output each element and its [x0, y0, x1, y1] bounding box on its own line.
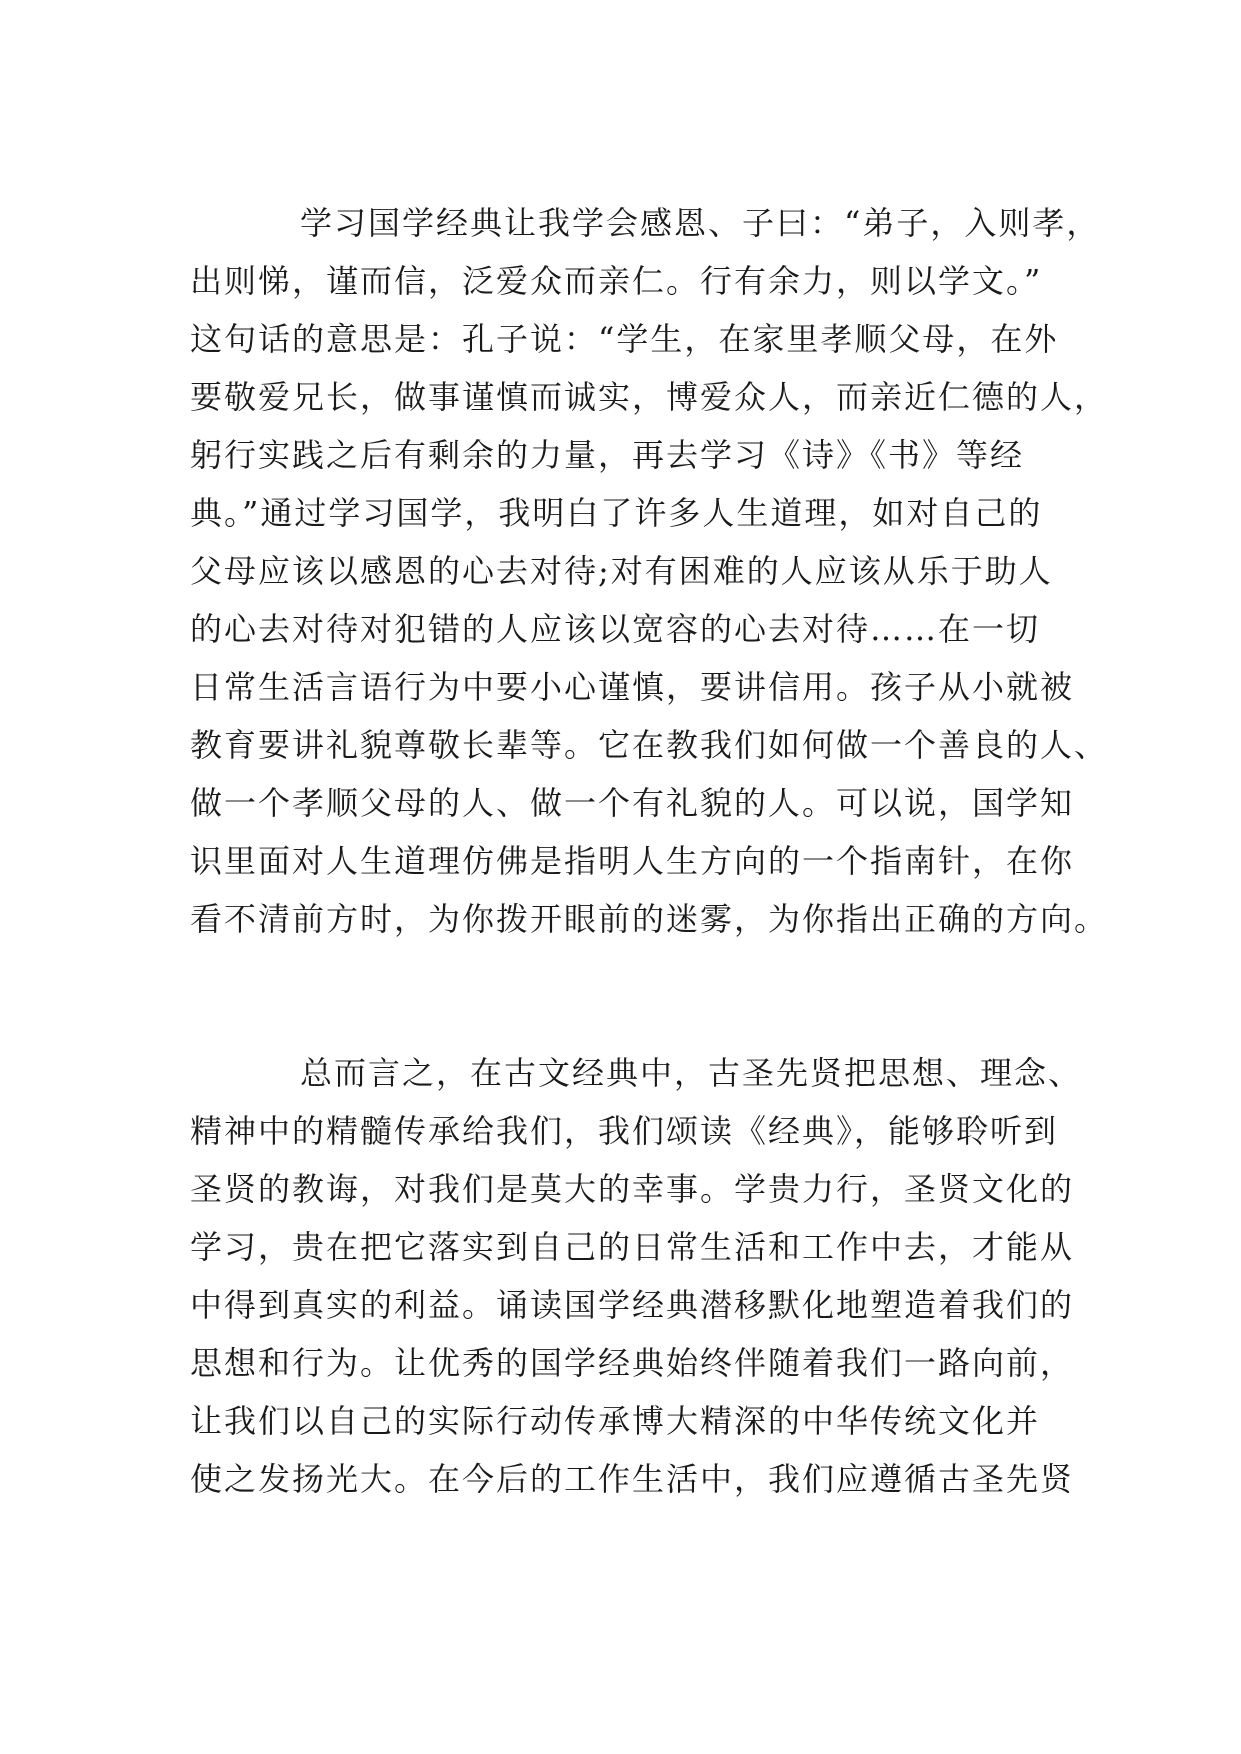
- text-line: 要敬爱兄长，做事谨慎而诚实，博爱众人，而亲近仁德的人，: [190, 378, 1109, 416]
- text-line: 父母应该以感恩的心去对待;对有困难的人应该从乐于助人: [190, 552, 1053, 590]
- paragraph-gratitude: [190, 194, 1109, 948]
- text-line: 学习，贵在把它落实到自己的日常生活和工作中去，才能从: [190, 1228, 1075, 1266]
- text-line: 使之发扬光大。在今后的工作生活中，我们应遵循古圣先贤: [190, 1460, 1075, 1498]
- text-line: 的心去对待对犯错的人应该以宽容的心去对待……在一切: [190, 610, 1041, 648]
- text-line: 识里面对人生道理仿佛是指明人生方向的一个指南针，在你: [190, 842, 1075, 880]
- text-line: 日常生活言语行为中要小心谨慎，要讲信用。孩子从小就被: [190, 668, 1075, 706]
- text-line: 思想和行为。让优秀的国学经典始终伴随着我们一路向前，: [190, 1344, 1075, 1382]
- text-line: 学习国学经典让我学会感恩、子曰：“弟子，入则孝，: [300, 204, 1101, 242]
- text-line: 中得到真实的利益。诵读国学经典潜移默化地塑造着我们的: [190, 1286, 1075, 1324]
- text-line: 教育要讲礼貌尊敬长辈等。它在教我们如何做一个善良的人、: [190, 726, 1109, 764]
- text-line: 这句话的意思是：孔子说：“学生，在家里孝顺父母，在外: [190, 320, 1059, 358]
- text-line: 做一个孝顺父母的人、做一个有礼貌的人。可以说，国学知: [190, 784, 1075, 822]
- text-line: 圣贤的教诲，对我们是莫大的幸事。学贵力行，圣贤文化的: [190, 1170, 1075, 1208]
- text-line: 看不清前方时，为你拨开眼前的迷雾，为你指出正确的方向。: [190, 900, 1109, 938]
- text-line: 典。”通过学习国学，我明白了许多人生道理，如对自己的: [190, 494, 1043, 532]
- text-line: 总而言之，在古文经典中，古圣先贤把思想、理念、: [300, 1054, 1083, 1092]
- paragraph-conclusion: [190, 1044, 1083, 1508]
- text-line: 出则悌，谨而信，泛爱众而亲仁。行有余力，则以学文。”: [190, 262, 1043, 300]
- text-line: 让我们以自己的实际行动传承博大精深的中华传统文化并: [190, 1402, 1041, 1440]
- text-line: 精神中的精髓传承给我们，我们颂读《经典》，能够聆听到: [190, 1112, 1059, 1150]
- text-line: 躬行实践之后有剩余的力量，再去学习《诗》《书》等经: [190, 436, 1025, 474]
